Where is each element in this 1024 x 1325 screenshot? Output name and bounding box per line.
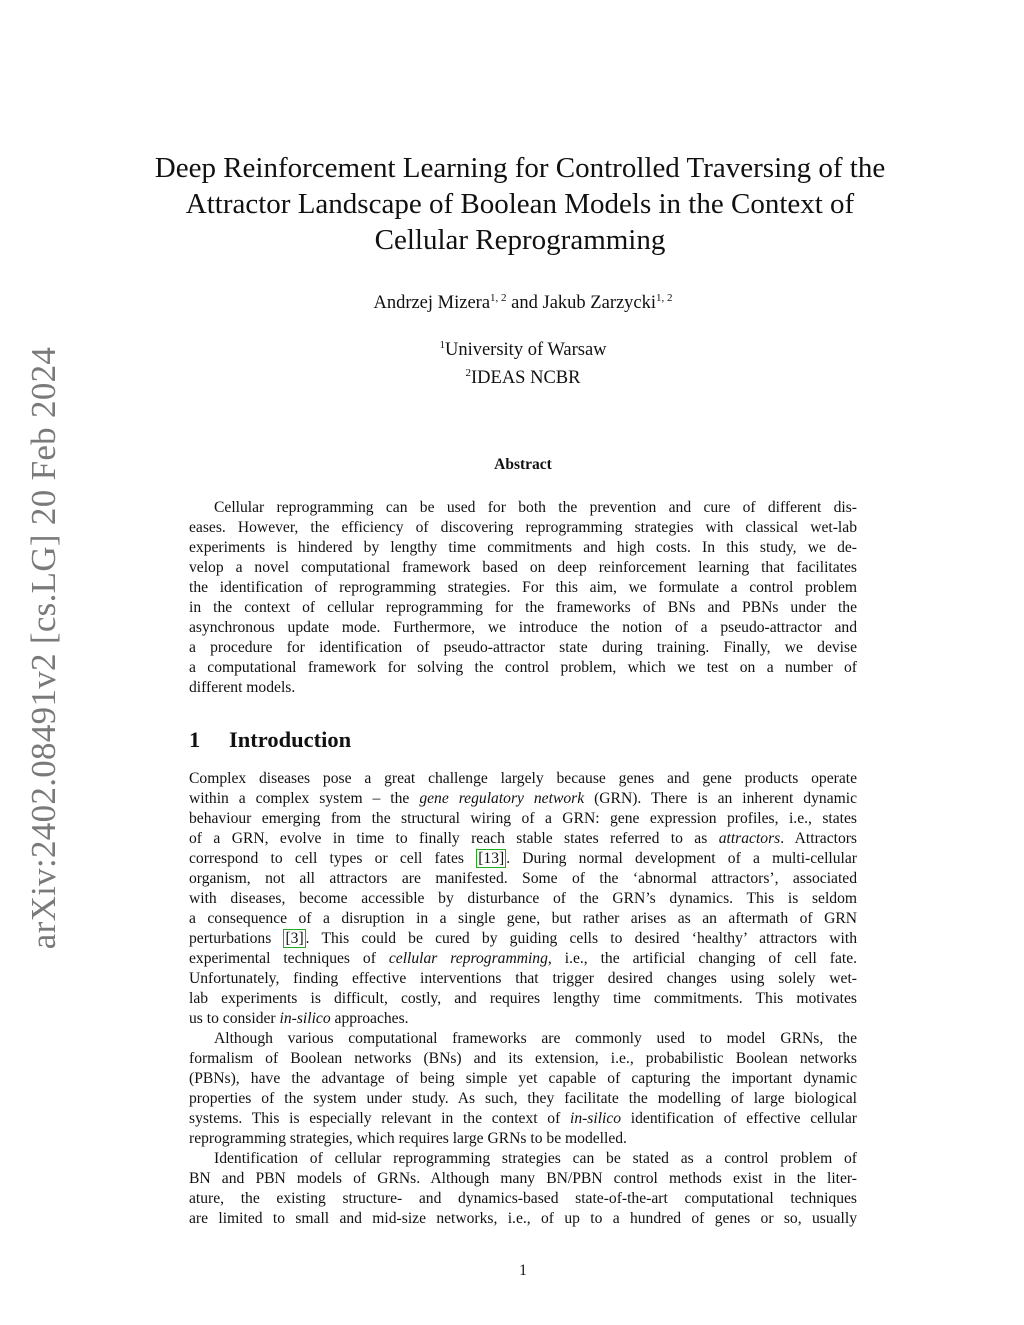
abstract-line: asynchronous update mode. Furthermore, we introduce the notion of a pseudo-attractor and <box>189 619 857 636</box>
citation-link[interactable]: [3] <box>285 930 304 947</box>
section-title: Introduction <box>229 727 352 752</box>
affiliations <box>300 334 746 390</box>
citation-link[interactable]: [13] <box>478 850 505 867</box>
abstract-line: experiments is hindered by lengthy time commitments and high costs. In this study, we de- <box>189 539 857 556</box>
abstract-line: different models. <box>189 679 296 696</box>
affiliation-mark: 2 <box>465 367 471 379</box>
title-line: Attractor Landscape of Boolean Models in the Context of <box>185 188 855 220</box>
body-line: formalism of Boolean networks (BNs) and its extension, i.e., probabilistic Boolean networks <box>189 1050 857 1067</box>
body-line: of a GRN, evolve in time to finally reach stable states referred to as attractors. Attractors <box>189 830 858 847</box>
abstract-line: a computational framework for solving the control problem, which we test on a number of <box>189 659 857 676</box>
paper-title <box>120 150 920 258</box>
section-number: 1 <box>189 727 201 752</box>
body-line: are limited to small and mid-size networks, i.e., of up to a hundred of genes or so, usually <box>189 1210 857 1227</box>
body-line: experimental techniques of cellular reprogramming, i.e., the artificial changing of cell fate. <box>189 950 858 967</box>
body-line: Complex diseases pose a great challenge largely because genes and gene products operate <box>189 770 857 787</box>
author-affiliation-marks: 1, 2 <box>490 292 507 304</box>
abstract-line: in the context of cellular reprogramming for the frameworks of BNs and PBNs under the <box>189 599 857 616</box>
abstract-text <box>189 498 857 698</box>
arxiv-id-text: arXiv:2402.08491v2 [cs.LG] 20 Feb 2024 <box>24 346 63 949</box>
abstract-line: the identification of reprogramming strategies. For this aim, we formulate a control problem <box>189 579 857 596</box>
body-line: correspond to cell types or cell fates [13] . During normal development of a multi-cellular <box>189 850 857 867</box>
body-line: behaviour emerging from the structural wiring of a GRN: gene expression profiles, i.e., states <box>189 810 857 827</box>
body-line: properties of the system under study. As such, they facilitate the modelling of large biological <box>189 1090 857 1107</box>
author-list <box>200 292 846 314</box>
title-line: Cellular Reprogramming <box>374 224 666 256</box>
body-line: ature, the existing structure- and dynamics-based state-of-the-art computational techniques <box>189 1190 857 1207</box>
page-number: 1 <box>519 1262 527 1279</box>
affiliation-mark: 1 <box>439 339 445 351</box>
affiliation-name: University of Warsaw <box>444 340 607 360</box>
affiliation <box>300 362 746 390</box>
body-line: us to consider in-silico approaches. <box>189 1010 409 1027</box>
abstract-line: Cellular reprogramming can be used for both the prevention and cure of different dis- <box>214 499 857 516</box>
body-line: perturbations [3] . This could be cured by guiding cells to desired ‘healthy’ attractors with <box>189 930 857 947</box>
body-line: BN and PBN models of GRNs. Although many BN/PBN control methods exist in the liter- <box>189 1170 857 1187</box>
author-name: Andrzej Mizera <box>373 293 491 313</box>
section-heading-introduction <box>189 727 351 753</box>
introduction-body <box>189 769 857 1229</box>
body-line: (PBNs), have the advantage of being simple yet capable of capturing the important dynamic <box>189 1070 857 1087</box>
body-line: Identification of cellular reprogramming strategies can be stated as a control problem of <box>214 1150 857 1167</box>
abstract-line: eases. However, the efficiency of discovering reprogramming strategies with classical wet-lab <box>189 519 857 536</box>
body-line: Unfortunately, finding effective interventions that trigger desired changes using solely wet- <box>189 970 857 987</box>
abstract-line: velop a novel computational framework based on deep reinforcement learning that facilitates <box>189 559 857 576</box>
author-name: Jakub Zarzycki <box>542 293 657 313</box>
body-line: Although various computational frameworks are commonly used to model GRNs, the <box>214 1030 857 1047</box>
body-line: systems. This is especially relevant in the context of in-silico identification of effective cellular <box>189 1110 857 1127</box>
abstract-heading: Abstract <box>494 456 552 473</box>
author-conjunction: and <box>506 293 543 313</box>
body-line: with diseases, become accessible by disturbance of the GRN’s dynamics. This is seldom <box>189 890 857 907</box>
body-line: reprogramming strategies, which requires large GRNs to be modelled. <box>189 1130 627 1147</box>
author-affiliation-marks: 1, 2 <box>656 292 673 304</box>
abstract-line: a procedure for identification of pseudo-attractor state during training. Finally, we devise <box>189 639 857 656</box>
body-line: organism, not all attractors are manifested. Some of the ‘abnormal attractors’, associated <box>189 870 857 887</box>
affiliation <box>300 334 746 362</box>
affiliation-name: IDEAS NCBR <box>471 368 581 388</box>
title-line: Deep Reinforcement Learning for Controlled Traversing of the <box>154 152 886 184</box>
body-line: lab experiments is difficult, costly, and requires lengthy time commitments. This motivates <box>189 990 857 1007</box>
body-line: a consequence of a disruption in a single gene, but rather arises as an aftermath of GRN <box>189 910 857 927</box>
arxiv-identifier-stamp <box>14 346 74 949</box>
body-line: within a complex system – the gene regulatory network (GRN). There is an inherent dynamic <box>189 790 857 807</box>
